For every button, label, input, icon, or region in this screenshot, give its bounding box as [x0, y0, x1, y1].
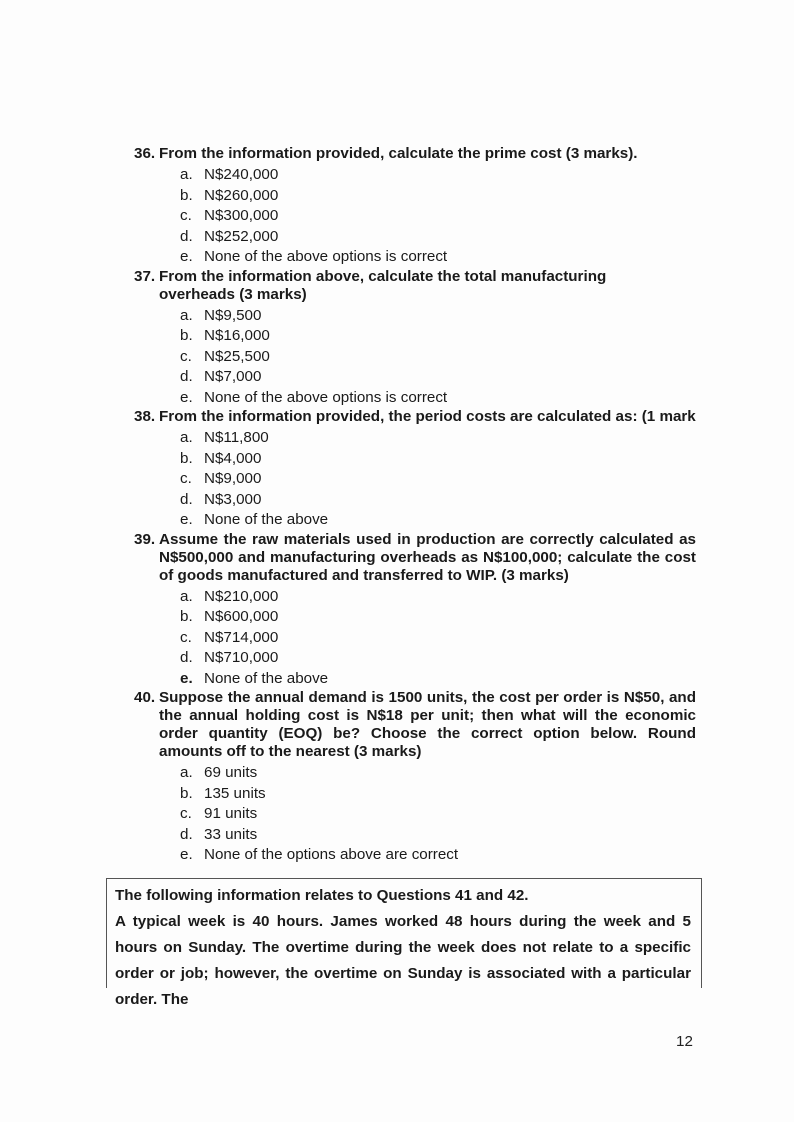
option-text: None of the above — [204, 511, 329, 528]
option-text: N$9,500 — [204, 306, 262, 324]
option-d — [134, 227, 696, 248]
option-list — [134, 763, 696, 866]
option-text: N$9,000 — [204, 470, 262, 487]
option-text: N$300,000 — [204, 207, 279, 224]
option-text: N$25,500 — [204, 347, 270, 365]
option-letter: a. — [180, 429, 193, 446]
option-letter: a. — [180, 166, 193, 183]
option-letter: c. — [180, 347, 192, 365]
option-text: 33 units — [204, 825, 258, 843]
option-a — [134, 306, 696, 327]
option-text: N$710,000 — [204, 649, 279, 666]
option-letter: d. — [180, 490, 193, 508]
option-e — [134, 247, 696, 268]
question-text: From the information provided, calculate the prime cost (3 marks). — [159, 145, 638, 162]
question-stem — [134, 408, 704, 426]
option-text: N$7,000 — [204, 368, 262, 385]
option-text: N$240,000 — [204, 166, 279, 183]
option-c — [134, 804, 696, 825]
option-c — [134, 628, 696, 649]
option-text: N$600,000 — [204, 608, 279, 625]
option-text: 135 units — [204, 784, 266, 802]
question-number: 36. — [134, 145, 156, 162]
question-number: 40. — [134, 689, 156, 706]
question-stem — [134, 145, 696, 163]
option-d — [134, 367, 696, 388]
page-number: 12 — [676, 1033, 693, 1050]
option-letter: d. — [180, 227, 193, 245]
option-b — [134, 449, 696, 470]
option-text: N$11,800 — [204, 429, 269, 446]
option-a — [134, 763, 696, 784]
option-a — [134, 428, 696, 449]
option-letter: a. — [180, 764, 193, 781]
question-stem — [134, 268, 624, 304]
option-a — [134, 587, 696, 608]
option-text: N$252,000 — [204, 227, 279, 245]
question-37 — [134, 268, 696, 409]
option-letter: d. — [180, 649, 193, 666]
option-letter: a. — [180, 587, 193, 605]
question-40 — [134, 689, 696, 866]
option-letter: b. — [180, 327, 193, 344]
question-list — [134, 145, 696, 866]
option-letter: b. — [180, 784, 193, 802]
option-d — [134, 490, 696, 511]
option-d — [134, 648, 696, 669]
option-letter: e. — [180, 388, 193, 406]
question-text: From the information provided, the period costs are calculated as: (1 mark — [159, 408, 696, 425]
question-text: Assume the raw materials used in production are correctly calculated as N$500,000 and manufacturing overheads as N$100,000; calculate the cost of goods manufactured and transferred to WIP. (3 marks) — [159, 530, 696, 584]
option-letter: d. — [180, 368, 193, 385]
option-c — [134, 206, 696, 227]
question-stem — [134, 531, 696, 585]
info-box-questions-41-42 — [106, 878, 702, 1008]
option-b — [134, 607, 696, 628]
option-d — [134, 825, 696, 846]
option-text: None of the above — [204, 669, 329, 687]
option-list — [134, 306, 696, 409]
info-box-heading: The following information relates to Questions 41 and 42. — [115, 887, 529, 904]
option-text: None of the above options is correct — [204, 388, 448, 406]
option-text: None of the options above are correct — [204, 846, 459, 863]
option-letter: e. — [180, 511, 193, 528]
option-letter: b. — [180, 449, 193, 467]
option-text: N$16,000 — [204, 327, 270, 344]
question-text: From the information above, calculate the total manufacturing overheads (3 marks) — [159, 267, 607, 303]
option-letter: d. — [180, 825, 193, 843]
option-letter: e. — [180, 248, 193, 265]
question-39 — [134, 531, 696, 690]
option-e — [134, 845, 696, 866]
option-c — [134, 347, 696, 368]
option-text: N$714,000 — [204, 628, 279, 646]
question-number: 38. — [134, 408, 156, 425]
option-text: 69 units — [204, 764, 258, 781]
option-list — [134, 587, 696, 690]
option-letter: c. — [180, 628, 192, 646]
option-text: N$4,000 — [204, 449, 262, 467]
option-e — [134, 510, 696, 531]
question-stem — [134, 689, 696, 761]
option-text: None of the above options is correct — [204, 248, 448, 265]
option-letter: e. — [180, 846, 193, 863]
info-box-body: A typical week is 40 hours. James worked 48 hours during the week and 5 hours on Sunday. The overtime during the week does not relate to a specific order or job; however, the overtime on Sunday is associated with a particular order. The — [115, 913, 691, 1008]
option-text: N$260,000 — [204, 186, 279, 204]
question-number: 37. — [134, 267, 156, 285]
option-letter: a. — [180, 306, 193, 324]
question-38 — [134, 408, 696, 531]
question-number: 39. — [134, 530, 156, 548]
option-letter: c. — [180, 470, 192, 487]
question-36 — [134, 145, 696, 268]
option-c — [134, 469, 696, 490]
option-e — [134, 669, 696, 690]
option-b — [134, 186, 696, 207]
option-list — [134, 165, 696, 268]
option-b — [134, 326, 696, 347]
option-text: N$210,000 — [204, 587, 279, 605]
question-text: Suppose the annual demand is 1500 units, the cost per order is N$50, and the annual holding cost is N$18 per unit; then what will the economic order quantity (EOQ) be? Choose the correct option below. Round amounts off to the nearest (3 marks) — [159, 689, 696, 760]
option-letter: c. — [180, 805, 192, 822]
option-a — [134, 165, 696, 186]
option-text: 91 units — [204, 805, 258, 822]
option-letter: c. — [180, 207, 192, 224]
option-text: N$3,000 — [204, 490, 262, 508]
option-letter: b. — [180, 186, 193, 204]
option-b — [134, 784, 696, 805]
option-letter: b. — [180, 608, 193, 625]
option-letter: e. — [180, 669, 193, 687]
option-e — [134, 388, 696, 409]
option-list — [134, 428, 696, 531]
